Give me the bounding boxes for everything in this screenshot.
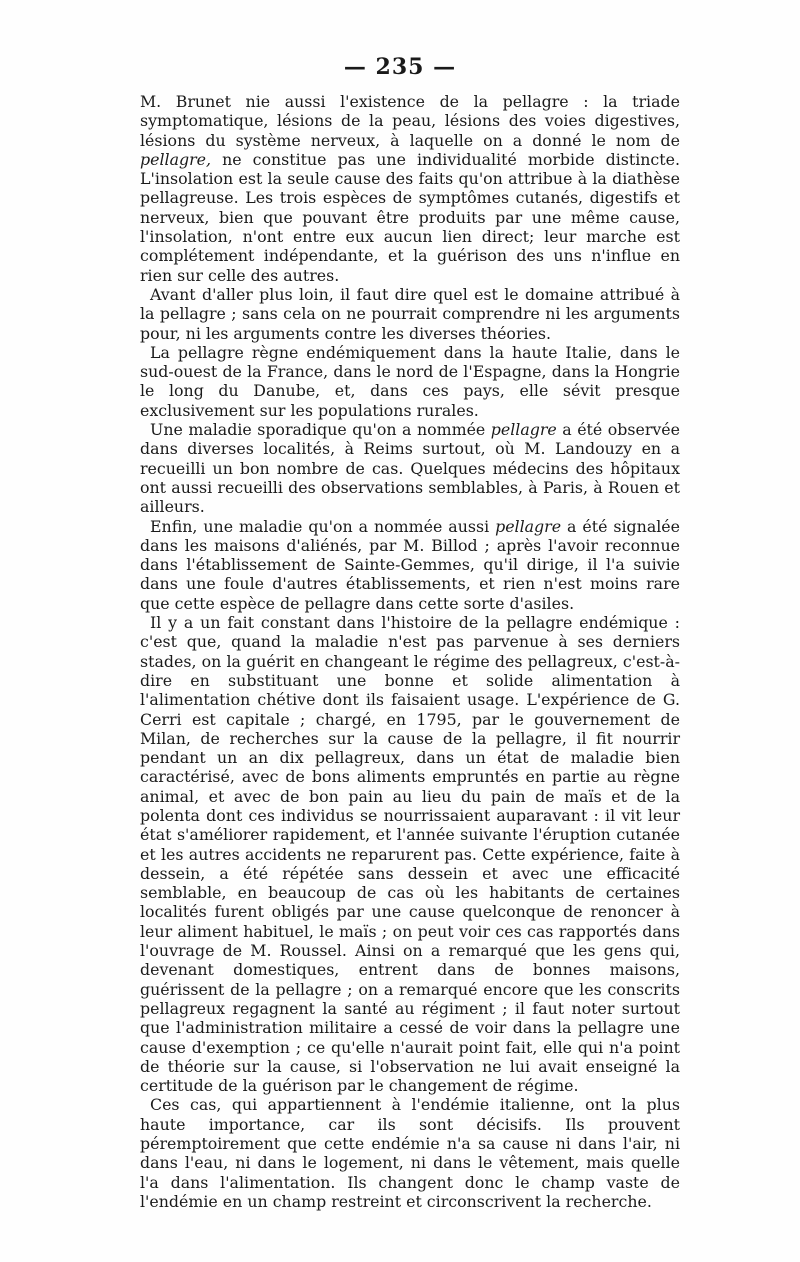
paragraph-text: a été observée dans diverses localités, à Reims surtout, où M. Landouzy en a recueilli un bon nombre de cas. Quelques médecins des hôpitaux ont aussi recueilli des observations semblables, à Paris, à Rouen et ailleurs. [140,420,680,517]
paragraph-text: M. Brunet nie aussi l'existence de la pellagre : la triade symptomatique, lésions de la peau, lésions des voies digestives, lésions du système nerveux, à laquelle on a donné le nom de [140,92,680,150]
paragraph-text: ne constitue pas une individualité morbide distincte. L'insolation est la seule cause des faits qu'on attribue à la diathèse pellagreuse. Les trois espèces de symptômes cutanés, digestifs et nerveux, bien que pouvant être produits par une même cause, l'insolation, n'ont entre eux aucun lien direct; leur marche est complétement indépendante, et la guérison des uns n'influe en rien sur celle des autres. [140,149,680,285]
paragraph-text: La pellagre règne endémiquement dans la haute Italie, dans le sud-ouest de la France, dans le nord de l'Espagne, dans la Hongrie le long du Danube, et, dans ces pays, elle sévit presque exclusivement sur les populations rurales. [140,342,680,420]
paragraph-text: Une maladie sporadique qu'on a nommée [150,420,491,440]
paragraph-sporadique [140,420,680,516]
body-text [140,92,680,1211]
italic-term: pellagre [490,420,557,440]
paragraph-endemie [140,343,680,420]
paragraph-text: Ces cas, qui appartiennent à l'endémie italienne, ont la plus haute importance, car ils sont décisifs. Ils prouvent péremptoirement que cette endémie n'a sa cause ni dans l'air, ni dans l'eau, ni dans le logement, ni dans le vêtement, mais quelle l'a dans l'alimentation. Ils changent donc le champ vaste de l'endémie en un champ restreint et circonscrivent la recherche. [140,1095,680,1211]
paragraph-text: Il y a un fait constant dans l'histoire de la pellagre endémique : c'est que, quand la maladie n'est pas parvenue à ses derniers stades, on la guérit en changeant le régime des pellagreux, c'est-à-dire en substituant une bonne et solide alimentation à l'alimentation chétive dont ils faisaient usage. L'expérience de G. Cerri est capitale ; chargé, en 1795, par le gouvernement de Milan, de recherches sur la cause de la pellagre, il fit nourrir pendant un an dix pellagreux, dans un état de maladie bien caractérisé, avec de bons aliments empruntés en partie au règne animal, et avec de bon pain au lieu du pain de maïs et de la polenta dont ces individus se nourrissaient auparavant : il vit leur état s'améliorer rapidement, et l'année suivante l'éruption cutanée et les autres accidents ne reparurent pas. Cette expérience, faite à dessein, a été répétée sans dessein et avec une efficacité semblable, en beaucoup de cas où les habitants de certaines localités furent obligés par une cause quelconque de renoncer à leur aliment habituel, le maïs ; on peut voir ces cas rapportés dans l'ouvrage de M. Roussel. Ainsi on a remarqué que les gens qui, devenant domestiques, entrent dans de bonnes maisons, guérissent de la pellagre ; on a remarqué encore que les conscrits pellagreux regagnent la santé au régiment ; il faut noter surtout que l'administration militaire a cessé de voir dans la pellagre une cause d'exemption ; ce qu'elle n'aurait point fait, elle qui n'a point de théorie sur la cause, si l'observation ne lui avait enseigné la certitude de la guérison par le changement de régime. [140,613,680,1096]
paragraph-fait-constant [140,613,680,1095]
paragraph-text: a été signalée dans les maisons d'aliénés, par M. Billod ; après l'avoir reconnue dans l'établissement de Sainte-Gemmes, qu'il dirige, il l'a suivie dans une foule d'autres établissements, et rien n'est moins rare que cette espèce de pellagre dans cette sorte d'asiles. [140,516,680,613]
page-number: — 235 — [343,54,457,80]
italic-term: pellagre, [140,149,212,169]
paragraph-domaine [140,285,680,343]
paragraph-brunet [140,92,680,285]
paragraph-conclusion [140,1095,680,1211]
paragraph-alienes [140,517,680,613]
paragraph-text: Enfin, une maladie qu'on a nommée aussi [150,516,496,536]
paragraph-text: Avant d'aller plus loin, il faut dire quel est le domaine attribué à la pellagre ; sans cela on ne pourrait comprendre ni les arguments pour, ni les arguments contre les diverses théories. [140,284,680,343]
italic-term: pellagre [495,516,562,536]
